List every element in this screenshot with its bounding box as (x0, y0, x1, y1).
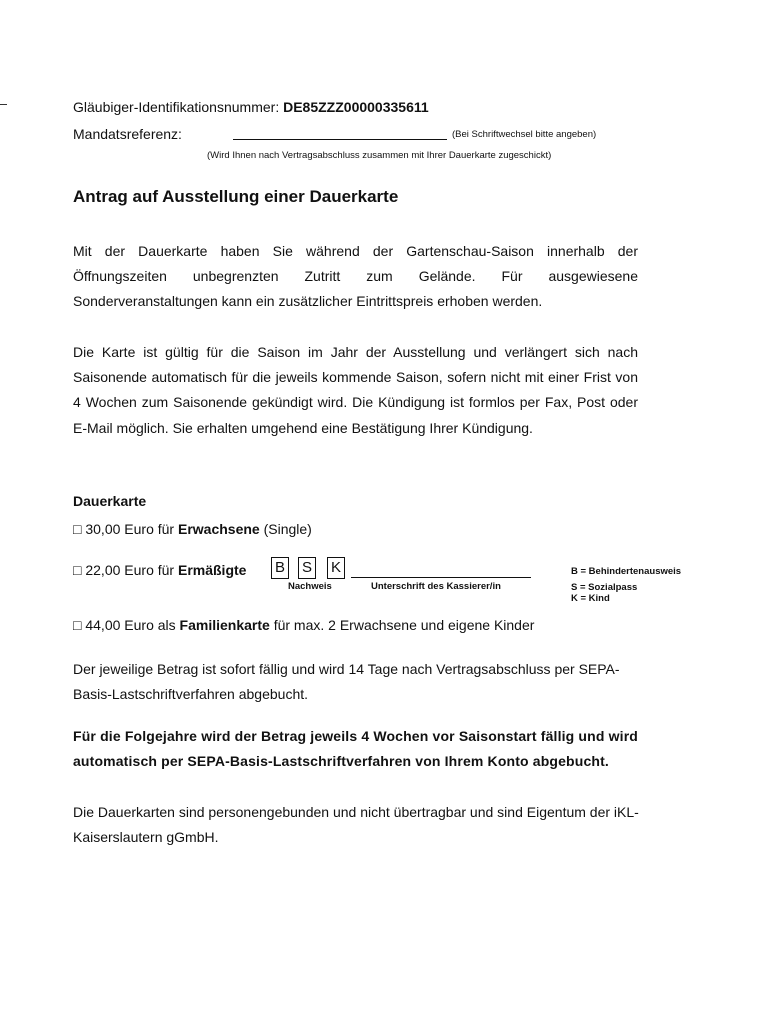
legend-b: B = Behindertenausweis (571, 566, 682, 577)
option-family-price: 44,00 Euro als (85, 617, 176, 633)
cashier-signature-field[interactable] (351, 577, 531, 578)
mandate-reference-note: (Wird Ihnen nach Vertragsabschluss zusammen mit Ihrer Dauerkarte zugeschickt) (207, 150, 552, 161)
checkbox-adult[interactable]: □ (73, 521, 82, 537)
margin-mark (0, 104, 7, 105)
option-adult[interactable] (73, 521, 312, 537)
option-reduced[interactable] (73, 562, 246, 578)
option-family-suffix: für max. 2 Erwachsene und eigene Kinder (273, 617, 535, 633)
proof-box-b[interactable]: B (271, 557, 289, 579)
proof-box-k[interactable]: K (327, 557, 345, 579)
terms-paragraph: Die Dauerkarten sind personengebunden und nicht übertragbar und sind Eigentum der iKL-Kaiserslautern gGmbH. (73, 804, 639, 846)
option-adult-type: Erwachsene (177, 521, 260, 537)
option-reduced-price: 22,00 Euro für (85, 562, 175, 578)
legend-k: K = Kind (571, 593, 610, 604)
checkbox-reduced[interactable]: □ (73, 562, 82, 578)
followup-paragraph: Für die Folgejahre wird der Betrag jeweils 4 Wochen vor Saisonstart fällig und wird automatisch per SEPA-Basis-Lastschriftverfahren von Ihrem Konto abgebucht. (73, 728, 638, 770)
proof-label: Nachweis (288, 581, 332, 592)
payment-paragraph: Der jeweilige Betrag ist sofort fällig und wird 14 Tage nach Vertragsabschluss per SEPA-Basis-Lastschriftverfahren abgebucht. (73, 661, 620, 703)
mandate-reference-label: Mandatsreferenz: (73, 126, 182, 142)
creditor-id-label: Gläubiger-Identifikationsnummer: (73, 99, 280, 115)
option-reduced-type: Ermäßigte (177, 562, 247, 578)
creditor-id-value: DE85ZZZ00000335611 (283, 99, 429, 115)
mandate-reference-hint: (Bei Schriftwechsel bitte angeben) (452, 129, 597, 140)
validity-paragraph: Die Karte ist gültig für die Saison im Jahr der Ausstellung und verlängert sich nach Saisonende automatisch für die jeweils kommende Saison, sofern nicht mit einer Frist von 4 Wochen zum Saisonende gekündigt wird. Die Kündigung ist formlos per Fax, Post oder E-Mail möglich. Sie erhalten umgehend eine Bestätigung Ihrer Kündigung. (73, 344, 638, 436)
legend-s: S = Sozialpass (571, 581, 638, 593)
proof-legend (571, 566, 681, 605)
option-adult-suffix: (Single) (263, 521, 312, 537)
option-family[interactable] (73, 617, 534, 633)
checkbox-family[interactable]: □ (73, 617, 82, 633)
section-title: Dauerkarte (73, 493, 147, 509)
intro-paragraph: Mit der Dauerkarte haben Sie während der Gartenschau-Saison innerhalb der Öffnungszeiten unbegrenzten Zutritt zum Gelände. Für ausgewiesene Sonderveranstaltungen kann ein zusätzlicher Eintrittspreis erhoben werden. (73, 243, 638, 310)
page-title: Antrag auf Ausstellung einer Dauerkarte (73, 187, 399, 206)
creditor-id-line (73, 99, 429, 115)
option-adult-price: 30,00 Euro für (85, 521, 175, 537)
option-family-type: Familienkarte (179, 617, 270, 633)
proof-box-s[interactable]: S (298, 557, 316, 579)
mandate-reference-field[interactable] (233, 139, 447, 140)
cashier-signature-label: Unterschrift des Kassierer/in (371, 581, 501, 592)
